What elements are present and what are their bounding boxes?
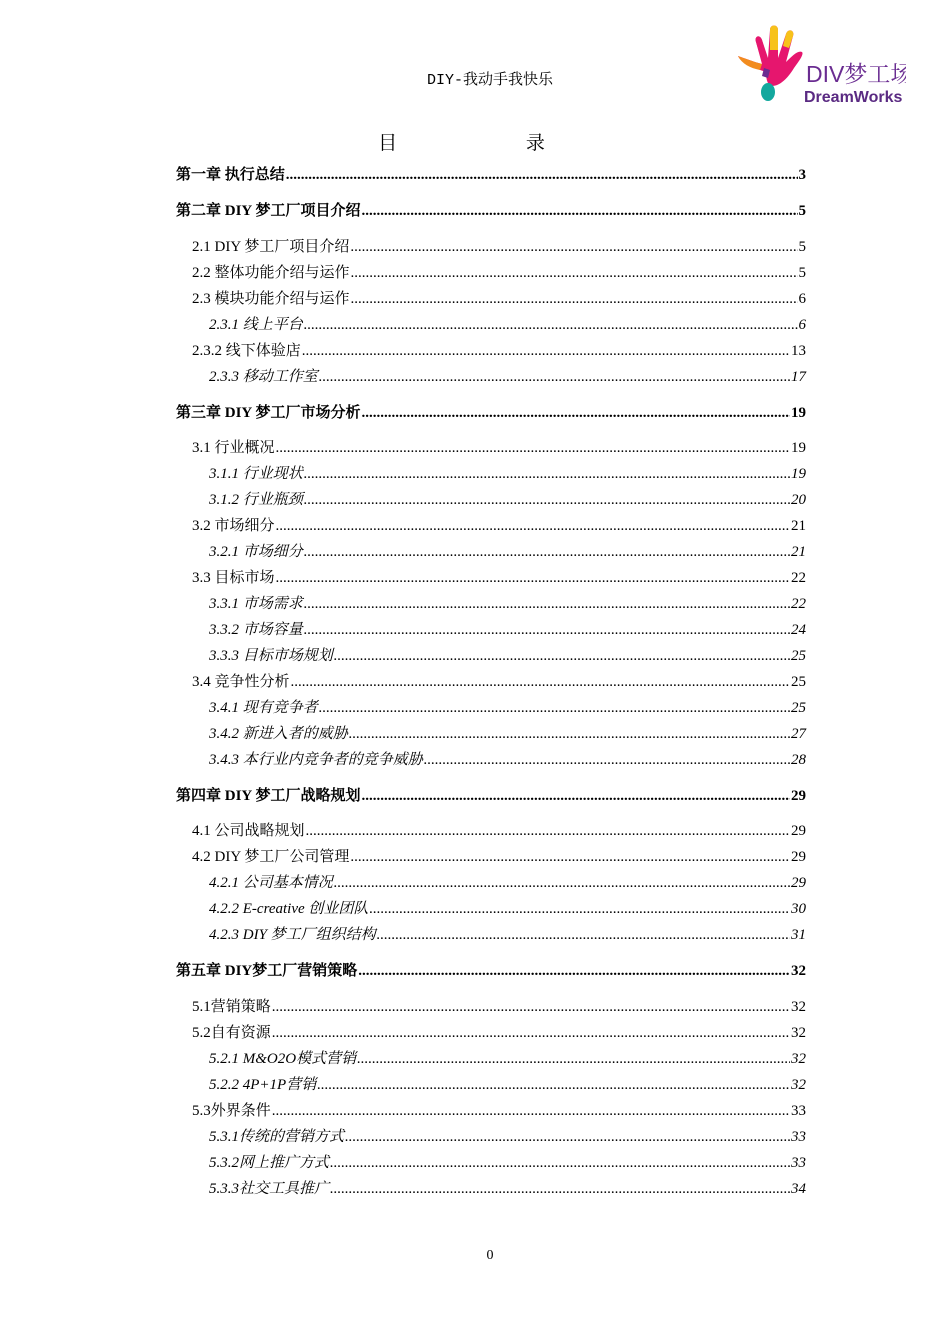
- toc-entry[interactable]: [192, 289, 806, 309]
- toc-entry-label: 3.4.3 本行业内竞争者的竞争威胁: [209, 752, 423, 768]
- toc-entry-page: 21: [791, 544, 806, 560]
- toc-entry-label: 3.2 市场细分: [192, 518, 275, 534]
- toc-entry-page: 32: [791, 963, 806, 979]
- toc-entry-page: 29: [791, 875, 806, 891]
- toc-entry-page: 17: [791, 369, 806, 385]
- toc-leader-dots: [272, 1023, 790, 1043]
- toc-entry-page: 6: [798, 291, 806, 307]
- toc-entry-label: 3.1.2 行业瓶颈: [209, 492, 303, 508]
- toc-entry-page: 33: [791, 1155, 806, 1171]
- toc-leader-dots: [317, 1075, 790, 1095]
- toc-entry-page: 24: [791, 622, 806, 638]
- toc-entry[interactable]: [192, 568, 806, 588]
- toc-entry-page: 32: [791, 1077, 806, 1093]
- toc-entry[interactable]: [192, 821, 806, 841]
- toc-entry[interactable]: [209, 1179, 806, 1199]
- toc-leader-dots: [304, 490, 790, 510]
- hand-logo-icon: [734, 20, 906, 108]
- toc-entry[interactable]: [192, 237, 806, 257]
- toc-entry-page: 5: [798, 265, 806, 281]
- toc-entry-page: 29: [791, 823, 806, 839]
- toc-entry-label: 4.2.1 公司基本情况: [209, 875, 333, 891]
- toc-entry[interactable]: [209, 873, 806, 893]
- toc-leader-dots: [304, 464, 790, 484]
- toc-entry-label: 2.3.3 移动工作室: [209, 369, 318, 385]
- toc-entry-page: 27: [791, 726, 806, 742]
- toc-leader-dots: [276, 568, 790, 588]
- toc-entry-label: 3.4.2 新进入者的威胁: [209, 726, 348, 742]
- toc-leader-dots: [304, 542, 790, 562]
- toc-entry-label: 2.3 模块功能介绍与运作: [192, 291, 350, 307]
- toc-entry-page: 5: [798, 239, 806, 255]
- toc-entry-label: 5.1营销策略: [192, 999, 271, 1015]
- toc-entry-label: 2.1 DIY 梦工厂项目介绍: [192, 239, 350, 255]
- toc-entry-label: 4.2 DIY 梦工厂公司管理: [192, 849, 350, 865]
- toc-leader-dots: [319, 367, 790, 387]
- toc-entry-label: 5.2.2 4P+1P营销: [209, 1077, 317, 1093]
- toc-entry-label: 3.3.2 市场容量: [209, 622, 303, 638]
- toc-leader-dots: [361, 403, 790, 423]
- toc-entry-page: 25: [791, 700, 806, 716]
- toc-entry-label: 第五章 DIY梦工厂营销策略: [176, 963, 358, 979]
- toc-entry-page: 32: [791, 1051, 806, 1067]
- toc-entry-label: 2.2 整体功能介绍与运作: [192, 265, 350, 281]
- toc-leader-dots: [369, 899, 790, 919]
- toc-entry-label: 第三章 DIY 梦工厂市场分析: [176, 405, 361, 421]
- toc-leader-dots: [291, 672, 790, 692]
- toc-entry-page: 25: [791, 648, 806, 664]
- toc-entry[interactable]: [192, 672, 806, 692]
- toc-leader-dots: [330, 1179, 790, 1199]
- toc-entry[interactable]: [176, 786, 806, 806]
- toc-entry[interactable]: [209, 750, 806, 770]
- toc-entry-label: 4.2.2 E-creative 创业团队: [209, 901, 369, 917]
- toc-leader-dots: [272, 997, 790, 1017]
- toc-entry-label: 5.3.1传统的营销方式: [209, 1129, 345, 1145]
- toc-entry-label: 3.4 竞争性分析: [192, 674, 290, 690]
- toc-entry-page: 33: [791, 1129, 806, 1145]
- toc-entry-label: 3.3.3 目标市场规划: [209, 648, 333, 664]
- toc-entry[interactable]: [209, 724, 806, 744]
- toc-entry-label: 5.3.2网上推广方式: [209, 1155, 330, 1171]
- toc-entry[interactable]: [192, 1101, 806, 1121]
- toc-entry[interactable]: [176, 403, 806, 423]
- toc-entry-page: 22: [791, 596, 806, 612]
- toc-entry[interactable]: [209, 542, 806, 562]
- toc-entry[interactable]: [176, 961, 806, 981]
- toc-leader-dots: [330, 1153, 790, 1173]
- toc-entry[interactable]: [192, 1023, 806, 1043]
- toc-leader-dots: [304, 315, 798, 335]
- dreamworks-logo: [734, 20, 906, 108]
- page-header: DIY-我动手我快乐: [426, 72, 553, 89]
- toc-entry-label: 2.3.1 线上平台: [209, 317, 303, 333]
- toc-entry[interactable]: [209, 925, 806, 945]
- toc-entry-label: 3.3.1 市场需求: [209, 596, 303, 612]
- toc-leader-dots: [334, 873, 790, 893]
- toc-entry-page: 29: [791, 788, 806, 804]
- toc-entry[interactable]: [209, 646, 806, 666]
- toc-entry-label: 3.1.1 行业现状: [209, 466, 303, 482]
- toc-leader-dots: [276, 438, 790, 458]
- toc-entry-label: 5.3.3社交工具推广: [209, 1181, 330, 1197]
- toc-leader-dots: [424, 750, 790, 770]
- toc-entry-label: 5.2自有资源: [192, 1025, 271, 1041]
- logo-brand-en: DreamWorks: [804, 89, 903, 106]
- toc-leader-dots: [350, 237, 797, 257]
- toc-leader-dots: [306, 821, 790, 841]
- toc-entry-page: 34: [791, 1181, 806, 1197]
- toc-leader-dots: [351, 263, 798, 283]
- toc-entry[interactable]: [209, 315, 806, 335]
- toc-entry-page: 21: [791, 518, 806, 534]
- toc-entry-page: 13: [791, 343, 806, 359]
- toc-entry-label: 4.2.3 DIY 梦工厂组织结构: [209, 927, 376, 943]
- toc-entry[interactable]: [192, 847, 806, 867]
- toc-entry-label: 2.3.2 线下体验店: [192, 343, 301, 359]
- toc-entry-page: 20: [791, 492, 806, 508]
- toc-leader-dots: [361, 786, 790, 806]
- toc-entry[interactable]: [209, 620, 806, 640]
- toc-entry-label: 3.4.1 现有竞争者: [209, 700, 318, 716]
- toc-entry[interactable]: [209, 594, 806, 614]
- toc-entry[interactable]: [192, 438, 806, 458]
- toc-entry-label: 5.3外界条件: [192, 1103, 271, 1119]
- toc-entry-page: 31: [791, 927, 806, 943]
- toc-leader-dots: [361, 201, 797, 221]
- toc-entry[interactable]: [176, 165, 806, 185]
- toc-leader-dots: [304, 620, 790, 640]
- toc-entry-page: 6: [798, 317, 806, 333]
- toc-entry-label: 4.1 公司战略规划: [192, 823, 305, 839]
- toc-leader-dots: [351, 289, 798, 309]
- toc-entry[interactable]: [209, 367, 806, 387]
- toc-entry-page: 32: [791, 1025, 806, 1041]
- toc-entry-label: 5.2.1 M&O2O模式营销: [209, 1051, 357, 1067]
- toc-entry-page: 30: [791, 901, 806, 917]
- toc-entry-label: 第四章 DIY 梦工厂战略规划: [176, 788, 361, 804]
- toc-entry[interactable]: [192, 263, 806, 283]
- toc-entry[interactable]: [176, 201, 806, 221]
- toc-entry-page: 5: [798, 203, 806, 219]
- toc-leader-dots: [334, 646, 790, 666]
- toc-entry-page: 29: [791, 849, 806, 865]
- toc-title: 目 录: [378, 133, 607, 154]
- toc-leader-dots: [319, 698, 790, 718]
- toc-entry-label: 3.3 目标市场: [192, 570, 275, 586]
- toc-entry[interactable]: [209, 490, 806, 510]
- toc-leader-dots: [350, 847, 790, 867]
- toc-leader-dots: [302, 341, 790, 361]
- toc-entry-label: 第一章 执行总结: [176, 167, 285, 183]
- toc-entry-page: 19: [791, 466, 806, 482]
- toc-leader-dots: [349, 724, 790, 744]
- logo-brand-cn: DIV梦工场: [806, 61, 906, 87]
- toc-entry-page: 32: [791, 999, 806, 1015]
- toc-leader-dots: [357, 1049, 790, 1069]
- toc-entry[interactable]: [209, 1153, 806, 1173]
- toc-entry-page: 19: [791, 440, 806, 456]
- toc-leader-dots: [358, 961, 790, 981]
- toc-leader-dots: [345, 1127, 790, 1147]
- toc-leader-dots: [286, 165, 798, 185]
- toc-entry[interactable]: [209, 899, 806, 919]
- toc-entry-label: 第二章 DIY 梦工厂项目介绍: [176, 203, 361, 219]
- toc-entry[interactable]: [209, 464, 806, 484]
- toc-entry-page: 3: [798, 167, 806, 183]
- toc-entry-page: 19: [791, 405, 806, 421]
- toc-entry[interactable]: [192, 997, 806, 1017]
- toc-entry-page: 22: [791, 570, 806, 586]
- toc-entry[interactable]: [209, 1127, 806, 1147]
- toc-entry[interactable]: [209, 698, 806, 718]
- toc-leader-dots: [304, 594, 790, 614]
- toc-entry-page: 33: [791, 1103, 806, 1119]
- toc-entry[interactable]: [209, 1049, 806, 1069]
- toc-leader-dots: [272, 1101, 790, 1121]
- toc-leader-dots: [276, 516, 790, 536]
- toc-entry[interactable]: [192, 516, 806, 536]
- toc-entry-label: 3.2.1 市场细分: [209, 544, 303, 560]
- toc-entry[interactable]: [209, 1075, 806, 1095]
- toc-entry-page: 28: [791, 752, 806, 768]
- toc-leader-dots: [377, 925, 790, 945]
- page-number: 0: [486, 1248, 494, 1263]
- toc-entry-label: 3.1 行业概况: [192, 440, 275, 456]
- toc-entry-page: 25: [791, 674, 806, 690]
- toc-entry[interactable]: [192, 341, 806, 361]
